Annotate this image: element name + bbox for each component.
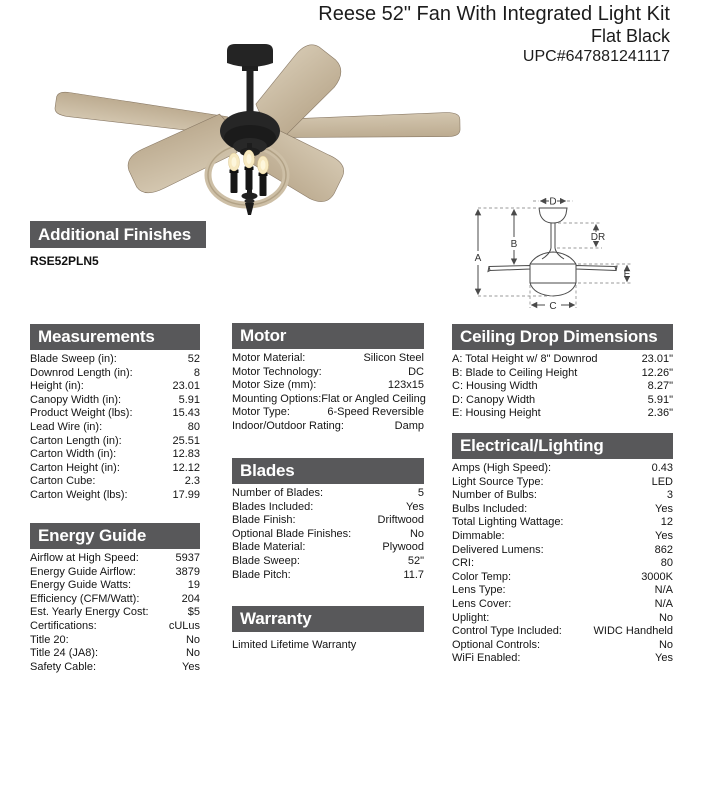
spec-value: 80	[187, 420, 200, 433]
section-header: Measurements	[30, 324, 200, 350]
spec-label: Est. Yearly Energy Cost:	[30, 606, 149, 619]
spec-label: Energy Guide Airflow:	[30, 565, 136, 578]
spec-label: A: Total Height w/ 8" Downrod	[452, 353, 598, 365]
spec-row	[232, 366, 424, 380]
fan-bulb	[244, 150, 255, 190]
section-ceiling-drop-dimensions	[452, 324, 673, 421]
spec-value: Flat or Angled Ceiling	[321, 392, 426, 405]
spec-row	[30, 380, 200, 394]
spec-value: 19	[187, 579, 200, 592]
spec-label: Title 20:	[30, 633, 69, 646]
spec-label: Total Lighting Wattage:	[452, 516, 564, 529]
spec-row	[30, 448, 200, 462]
spec-value: 11.7	[403, 568, 424, 581]
spec-label: Uplight:	[452, 611, 490, 624]
spec-row	[452, 557, 673, 571]
spec-rows	[452, 353, 673, 421]
spec-row	[452, 639, 673, 653]
spec-row	[452, 530, 673, 544]
spec-row	[452, 598, 673, 612]
spec-row	[452, 544, 673, 558]
spec-label: Lead Wire (in):	[30, 420, 103, 433]
spec-label: Efficiency (CFM/Watt):	[30, 592, 140, 605]
spec-value: No	[185, 633, 200, 646]
spec-label: Motor Size (mm):	[232, 379, 317, 392]
spec-label: Airflow at High Speed:	[30, 552, 139, 564]
spec-row	[30, 606, 200, 620]
spec-row	[452, 489, 673, 503]
spec-label: Carton Width (in):	[30, 448, 117, 461]
spec-row	[30, 489, 200, 503]
ceiling-drop-diagram	[455, 180, 720, 320]
spec-value: 8	[193, 366, 200, 379]
spec-row	[30, 593, 200, 607]
spec-label: Control Type Included:	[452, 625, 562, 638]
spec-label: Safety Cable:	[30, 660, 97, 673]
spec-value: Yes	[655, 502, 673, 515]
spec-label: Motor Technology:	[232, 365, 322, 378]
spec-row	[30, 435, 200, 449]
spec-value: 12	[660, 516, 673, 529]
spec-label: Number of Blades:	[232, 487, 324, 499]
section-header: Motor	[232, 323, 424, 349]
spec-label: Motor Material:	[232, 352, 306, 364]
diagram-label-b: B	[510, 239, 518, 250]
spec-value: Driftwood	[377, 514, 424, 527]
spec-value: 5	[417, 487, 424, 499]
spec-value: No	[658, 611, 673, 624]
spec-value: Yes	[182, 660, 200, 673]
spec-row	[30, 407, 200, 421]
spec-row	[452, 571, 673, 585]
spec-value: 204	[181, 592, 200, 605]
spec-row	[452, 353, 673, 367]
spec-value: 3000K	[641, 570, 673, 583]
spec-label: Downrod Length (in):	[30, 366, 133, 379]
spec-row	[30, 394, 200, 408]
spec-value: No	[409, 527, 424, 540]
spec-value: 5937	[175, 552, 200, 564]
spec-row	[30, 353, 200, 367]
spec-value: 80	[660, 557, 673, 570]
spec-label: Carton Weight (lbs):	[30, 488, 128, 501]
fan-bulb	[229, 153, 240, 193]
spec-row	[232, 379, 424, 393]
spec-row	[452, 407, 673, 421]
spec-row	[30, 367, 200, 381]
spec-row	[30, 661, 200, 675]
diagram-extension-lines	[478, 201, 633, 308]
spec-label: Blade Pitch:	[232, 568, 291, 581]
spec-row	[232, 528, 424, 542]
spec-row	[232, 406, 424, 420]
spec-rows	[232, 487, 424, 582]
spec-label: Blade Sweep (in):	[30, 353, 117, 365]
spec-label: Delivered Lumens:	[452, 543, 544, 556]
upc-code: UPC#647881241117	[522, 48, 670, 65]
spec-value: 2.36"	[647, 407, 673, 420]
spec-value: N/A	[654, 597, 673, 610]
spec-rows	[30, 552, 200, 674]
spec-label: Mounting Options:	[232, 392, 322, 405]
fan-bulbs	[229, 150, 269, 196]
section-blades	[232, 458, 424, 582]
spec-label: Blade Finish:	[232, 514, 296, 527]
spec-row	[232, 352, 424, 366]
spec-label: Canopy Width (in):	[30, 393, 122, 406]
spec-label: Color Temp:	[452, 570, 512, 583]
spec-row	[452, 380, 673, 394]
spec-label: Blade Sweep:	[232, 554, 300, 567]
spec-row	[452, 652, 673, 666]
spec-value: Yes	[406, 500, 424, 513]
page-title: Reese 52" Fan With Integrated Light Kit	[318, 3, 670, 25]
spec-value: 12.12	[172, 461, 200, 474]
diagram-label-e: E	[623, 269, 631, 280]
spec-label: Blade Material:	[232, 541, 306, 554]
spec-row	[232, 555, 424, 569]
spec-rows	[232, 352, 424, 434]
section-warranty	[232, 606, 424, 651]
spec-label: Product Weight (lbs):	[30, 407, 133, 420]
section-header: Blades	[232, 458, 424, 484]
diagram-dimension-lines	[478, 201, 627, 305]
spec-value: Silicon Steel	[363, 352, 424, 364]
spec-row	[30, 647, 200, 661]
spec-label: WiFi Enabled:	[452, 652, 521, 665]
spec-value: Yes	[655, 529, 673, 542]
spec-row	[30, 421, 200, 435]
spec-label: Lens Cover:	[452, 597, 512, 610]
diagram-label-d: D	[549, 196, 557, 208]
spec-row	[232, 514, 424, 528]
spec-rows	[30, 353, 200, 503]
spec-label: Blades Included:	[232, 500, 314, 513]
section-electrical-lighting	[452, 433, 673, 666]
spec-row	[452, 476, 673, 490]
diagram-label-c: C	[549, 301, 557, 312]
spec-value: cULus	[168, 619, 200, 632]
spec-label: Dimmable:	[452, 529, 505, 542]
section-header: Additional Finishes	[30, 221, 206, 248]
spec-row	[452, 584, 673, 598]
spec-rows	[452, 462, 673, 666]
spec-label: Certifications:	[30, 619, 97, 632]
section-header: Ceiling Drop Dimensions	[452, 324, 673, 350]
spec-row	[232, 420, 424, 434]
diagram-fan-outline	[488, 208, 617, 296]
spec-row	[452, 516, 673, 530]
spec-label: B: Blade to Ceiling Height	[452, 366, 578, 379]
section-header: Electrical/Lighting	[452, 433, 673, 459]
spec-value: 5.91	[178, 393, 200, 406]
spec-value: WIDC Handheld	[593, 625, 673, 638]
spec-value: N/A	[654, 584, 673, 597]
spec-row	[30, 475, 200, 489]
section-additional-finishes	[30, 221, 206, 268]
spec-value: 123x15	[387, 379, 424, 392]
spec-value: 0.43	[651, 462, 673, 474]
spec-value: No	[658, 638, 673, 651]
spec-row	[30, 566, 200, 580]
spec-value: 12.26"	[641, 366, 673, 379]
spec-value: $5	[187, 606, 200, 619]
spec-value: 5.91"	[647, 393, 673, 406]
spec-label: Amps (High Speed):	[452, 462, 552, 474]
fan-canopy	[227, 44, 273, 67]
spec-label: CRI:	[452, 557, 474, 570]
spec-row	[232, 487, 424, 501]
spec-value: 8.27"	[647, 380, 673, 393]
spec-row	[232, 569, 424, 583]
diagram-label-a: A	[474, 253, 482, 264]
spec-label: Carton Length (in):	[30, 434, 122, 447]
spec-value: 3	[666, 489, 673, 502]
spec-value: Damp	[394, 419, 424, 432]
finish-name: Flat Black	[590, 26, 670, 46]
spec-value: 2.3	[184, 475, 200, 488]
diagram-label-dr: DR	[590, 232, 606, 243]
model-number: RSE52PLN5	[30, 254, 99, 268]
spec-value: 17.99	[172, 488, 200, 501]
spec-label: Title 24 (JA8):	[30, 647, 99, 660]
section-energy-guide	[30, 523, 200, 674]
spec-row	[452, 612, 673, 626]
spec-value: 52"	[407, 554, 424, 567]
spec-label: Indoor/Outdoor Rating:	[232, 419, 344, 432]
spec-label: Motor Type:	[232, 406, 290, 419]
spec-label: D: Canopy Width	[452, 393, 536, 406]
spec-value: Plywood	[382, 541, 424, 554]
spec-row	[452, 503, 673, 517]
spec-row	[452, 462, 673, 476]
spec-value: 3879	[175, 565, 200, 578]
spec-row	[452, 625, 673, 639]
spec-value: 15.43	[172, 407, 200, 420]
spec-row	[232, 501, 424, 515]
spec-label: Carton Cube:	[30, 475, 96, 488]
spec-label: Carton Height (in):	[30, 461, 120, 474]
spec-row	[452, 394, 673, 408]
spec-value: No	[185, 647, 200, 660]
spec-row	[232, 541, 424, 555]
section-header: Warranty	[232, 606, 424, 632]
spec-value: 12.83	[172, 448, 200, 461]
spec-label: Height (in):	[30, 380, 84, 393]
spec-value: 862	[654, 543, 673, 556]
spec-value: DC	[408, 365, 424, 378]
spec-value: 25.51	[172, 434, 200, 447]
spec-row	[232, 393, 424, 407]
fan-bulb	[258, 156, 269, 196]
spec-row	[30, 620, 200, 634]
spec-value: Yes	[655, 652, 673, 665]
section-measurements	[30, 324, 200, 503]
spec-row	[452, 367, 673, 381]
spec-row	[30, 634, 200, 648]
spec-value: 23.01	[172, 380, 200, 393]
section-motor	[232, 323, 424, 434]
spec-value: 52	[187, 353, 200, 365]
spec-label: Optional Controls:	[452, 638, 541, 651]
spec-value: 23.01"	[641, 353, 673, 365]
spec-label: C: Housing Width	[452, 380, 538, 393]
section-header: Energy Guide	[30, 523, 200, 549]
spec-label: Optional Blade Finishes:	[232, 527, 352, 540]
spec-row	[30, 552, 200, 566]
spec-row	[30, 462, 200, 476]
warranty-text: Limited Lifetime Warranty	[232, 639, 357, 651]
fan-product-image	[30, 35, 470, 225]
spec-label: Energy Guide Watts:	[30, 579, 132, 592]
spec-label: Lens Type:	[452, 584, 506, 597]
spec-label: Bulbs Included:	[452, 502, 528, 515]
spec-label: Light Source Type:	[452, 475, 544, 488]
spec-row	[30, 579, 200, 593]
spec-label: E: Housing Height	[452, 407, 541, 420]
spec-value: LED	[651, 475, 673, 488]
spec-label: Number of Bulbs:	[452, 489, 537, 502]
spec-value: 6-Speed Reversible	[327, 406, 424, 419]
